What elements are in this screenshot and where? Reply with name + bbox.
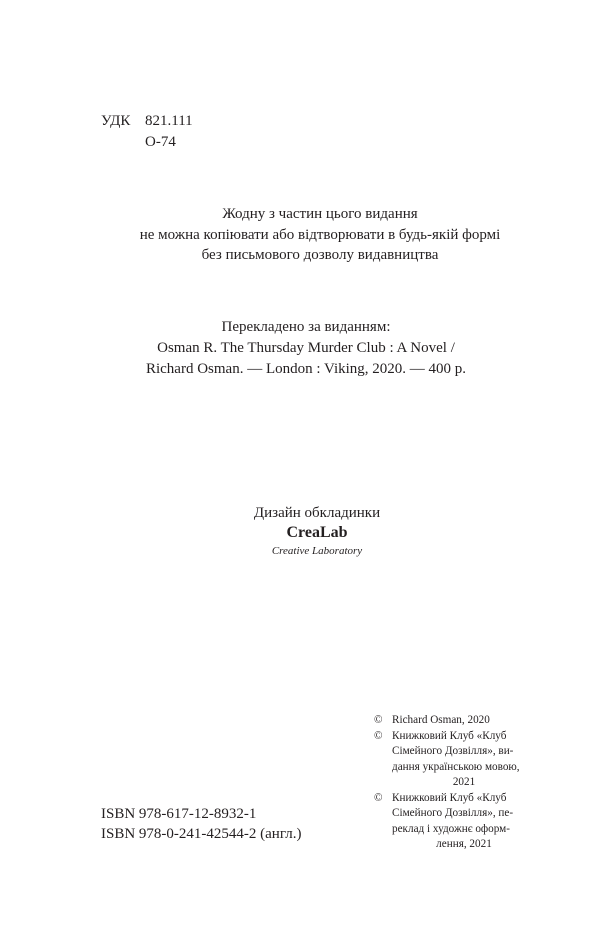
isbn-block xyxy=(101,805,301,844)
cover-design-label: Дизайн обкладинки xyxy=(253,505,381,521)
isbn-line: ISBN 978-0-241-42544-2 (англ.) xyxy=(101,825,302,842)
isbn-line: ISBN 978-617-12-8932-1 xyxy=(101,806,257,822)
translation-line: Osman R. The Thursday Murder Club : A Novel / xyxy=(157,340,455,356)
notice-line: не можна копіювати або відтворювати в будь-якій формі xyxy=(139,226,501,243)
author-mark-row xyxy=(101,132,193,153)
udk-block xyxy=(101,111,193,153)
copyright-entry xyxy=(374,713,536,729)
translation-source xyxy=(0,317,600,380)
copyright-entry xyxy=(374,729,536,791)
copyright-symbol: © xyxy=(374,714,383,726)
design-studio-name: CreaLab xyxy=(286,524,348,541)
copyright-line: дання українською мовою, xyxy=(392,760,520,773)
udk-code: 821.111 xyxy=(145,113,193,129)
copyright-symbol: © xyxy=(374,791,383,804)
author-mark: О-74 xyxy=(145,134,176,150)
notice-line: без письмового дозволу видавництва xyxy=(201,247,439,263)
copyright-line: реклад і художнє оформ- xyxy=(392,822,510,835)
copyright-line: 2021 xyxy=(452,776,476,788)
copyright-entry xyxy=(374,791,536,853)
copyright-line: Сімейного Дозвілля», ви- xyxy=(392,745,514,757)
copyright-line: Книжковий Клуб «Клуб xyxy=(392,729,507,742)
udk-label: УДК xyxy=(101,113,131,129)
copyright-block xyxy=(374,713,536,853)
design-studio-subtitle: Creative Laboratory xyxy=(271,545,363,557)
notice-line: Жодну з частин цього видання xyxy=(222,206,418,222)
copy-prohibition-notice xyxy=(0,204,600,266)
translation-line: Richard Osman. — London : Viking, 2020. — 400 p. xyxy=(145,361,467,377)
translation-line: Перекладено за виданням: xyxy=(221,319,391,335)
copyright-line: Сімейного Дозвілля», пе- xyxy=(392,807,514,819)
cover-design-credit xyxy=(0,503,600,559)
udk-row xyxy=(101,111,193,132)
copyright-symbol: © xyxy=(374,729,383,742)
copyright-line: лення, 2021 xyxy=(436,838,492,850)
copyright-line: Книжковий Клуб «Клуб xyxy=(392,791,507,804)
copyright-line: Richard Osman, 2020 xyxy=(392,714,490,726)
